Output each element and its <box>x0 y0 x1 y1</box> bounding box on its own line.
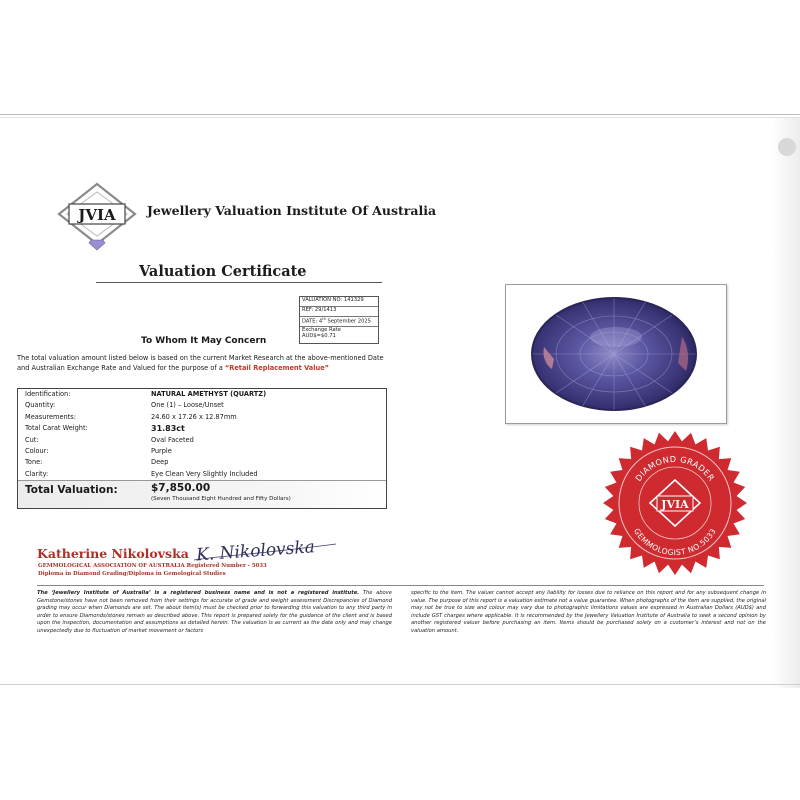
gem-highlight <box>590 327 642 347</box>
diamond-icon <box>89 240 105 250</box>
table-row <box>18 435 386 446</box>
exchange-rate-label: Exchange Rate <box>302 327 341 333</box>
row-label: Measurements: <box>25 412 76 421</box>
organization-name: Jewellery Valuation Institute Of Australia <box>147 203 437 218</box>
table-row <box>18 400 386 411</box>
row-label: Cut: <box>25 435 39 444</box>
valuer-diploma: Diploma in Diamond Grading/Diploma in Gemological Studies <box>38 571 226 577</box>
row-value: NATURAL AMETHYST (QUARTZ) <box>151 390 267 398</box>
intro-paragraph <box>17 354 387 373</box>
intro-highlight: “Retail Replacement Value” <box>224 363 330 372</box>
disclaimer-right: specific to the item. The valuer cannot accept any liability for losses due to reliance on this report and for any subsequent change in value. The purpose of this report is a valuation estimate not a value guarantee. When photographs of the item are supplied, the original may not be true to size and colour may vary due to photographic limitations values are expressed in Australian Dollars (AUD$) and include GST charges where applicable. It is recommended by the Jewellery Valuation Institute of Australia to seek a second opinion by another registered valuer before purchasing an item. Items should be purchased solely on a customer’s interest and not on the valuation amount. <box>411 590 766 634</box>
row-label: Colour: <box>25 446 49 455</box>
date-suffix: September 2025 <box>325 318 371 325</box>
disclaimer-left-text: The above Gemstone/stones have not been removed from their settings for accurate of grade and weight assessment Discrepancies of Diamond grading may occur when Diamonds are set. The about item(s) must be checked prior to forwarding this valuation to any third party in order to ensure Diamonds/stones remain as described above. This report is prepared solely for the guidance of the client and is based upon the inspection, documentation and assumptions as detailed herein. The valuation is as current as the date only and may change unexpectedly due to fluctuation of market movement or factors <box>37 590 392 634</box>
reference-number: REF: 29/1413 <box>300 307 378 317</box>
seal-top-text: DIAMOND GRADER <box>633 453 717 484</box>
row-value: One (1) – Loose/Unset <box>151 401 224 410</box>
row-label: Identification: <box>25 390 71 398</box>
signature-text: K. Nikolovska <box>195 537 316 566</box>
table-row <box>18 412 386 423</box>
valuer-association: GEMMOLOGICAL ASSOCIATION OF AUSTRALIA Registered Number - 5033 <box>38 563 267 569</box>
total-valuation-amount: $7,850.00 <box>151 482 211 495</box>
binder-hole <box>778 138 796 156</box>
disclaimer-lead: The ‘Jewellery Institute of Australia’ is a registered business name and is not a registered institute. <box>37 590 360 596</box>
details-table <box>17 388 387 509</box>
valuation-number: VALUATION NO: 141329 <box>300 297 378 307</box>
row-value: 31.83ct <box>151 424 185 434</box>
gemmologist-seal <box>600 428 750 578</box>
greeting: To Whom It May Concern <box>141 336 267 346</box>
exchange-rate-value: AUD$=$0.71 <box>302 333 336 340</box>
intro-text: The total valuation amount listed below is based on the current Market Research at the above-mentioned Date and Australian Exchange Rate and Valued for the purpose of a <box>17 354 384 372</box>
table-row <box>18 457 386 468</box>
page-curl-shadow <box>772 118 800 688</box>
exchange-rate <box>300 327 378 343</box>
table-row <box>18 446 386 457</box>
table-row <box>18 423 386 434</box>
row-label: Total Carat Weight: <box>25 424 88 433</box>
row-value: Oval Faceted <box>151 435 194 444</box>
amethyst-image <box>506 285 726 423</box>
sheet-top-edge <box>0 114 800 115</box>
valuation-date <box>300 317 378 327</box>
certificate-title: Valuation Certificate <box>139 263 307 280</box>
row-label: Quantity: <box>25 401 56 410</box>
title-underline <box>96 282 382 283</box>
sheet-top-edge-shadow <box>0 117 800 118</box>
row-label: Clarity: <box>25 469 49 478</box>
logo-text: JVIA <box>78 206 116 224</box>
sheet-bottom-edge <box>0 684 800 685</box>
total-valuation-row <box>18 480 386 508</box>
total-valuation-label: Total Valuation: <box>25 484 118 497</box>
date-prefix: DATE: 4 <box>302 318 323 325</box>
jvia-logo <box>55 180 139 252</box>
row-label: Tone: <box>25 458 43 467</box>
row-value: Eye Clean Very Slightly Included <box>151 469 258 478</box>
seal-bottom-text: GEMMOLOGIST NO.5033 <box>631 526 719 558</box>
row-value: Purple <box>151 446 172 455</box>
disclaimer-left <box>37 590 392 636</box>
row-value: Deep <box>151 458 169 467</box>
table-row <box>18 469 386 480</box>
total-valuation-words: (Seven Thousand Eight Hundred and Fifty Dollars) <box>151 496 291 503</box>
valuer-name: Katherine Nikolovska <box>37 546 189 561</box>
reference-box <box>299 296 379 344</box>
table-row <box>18 389 386 400</box>
seal-center-text: JVIA <box>661 498 689 511</box>
date-suffix-ordinal: th <box>322 317 326 321</box>
gemstone-photo <box>505 284 727 424</box>
row-value: 24.60 x 17.26 x 12.87mm <box>151 412 237 421</box>
disclaimer-divider <box>37 585 764 586</box>
